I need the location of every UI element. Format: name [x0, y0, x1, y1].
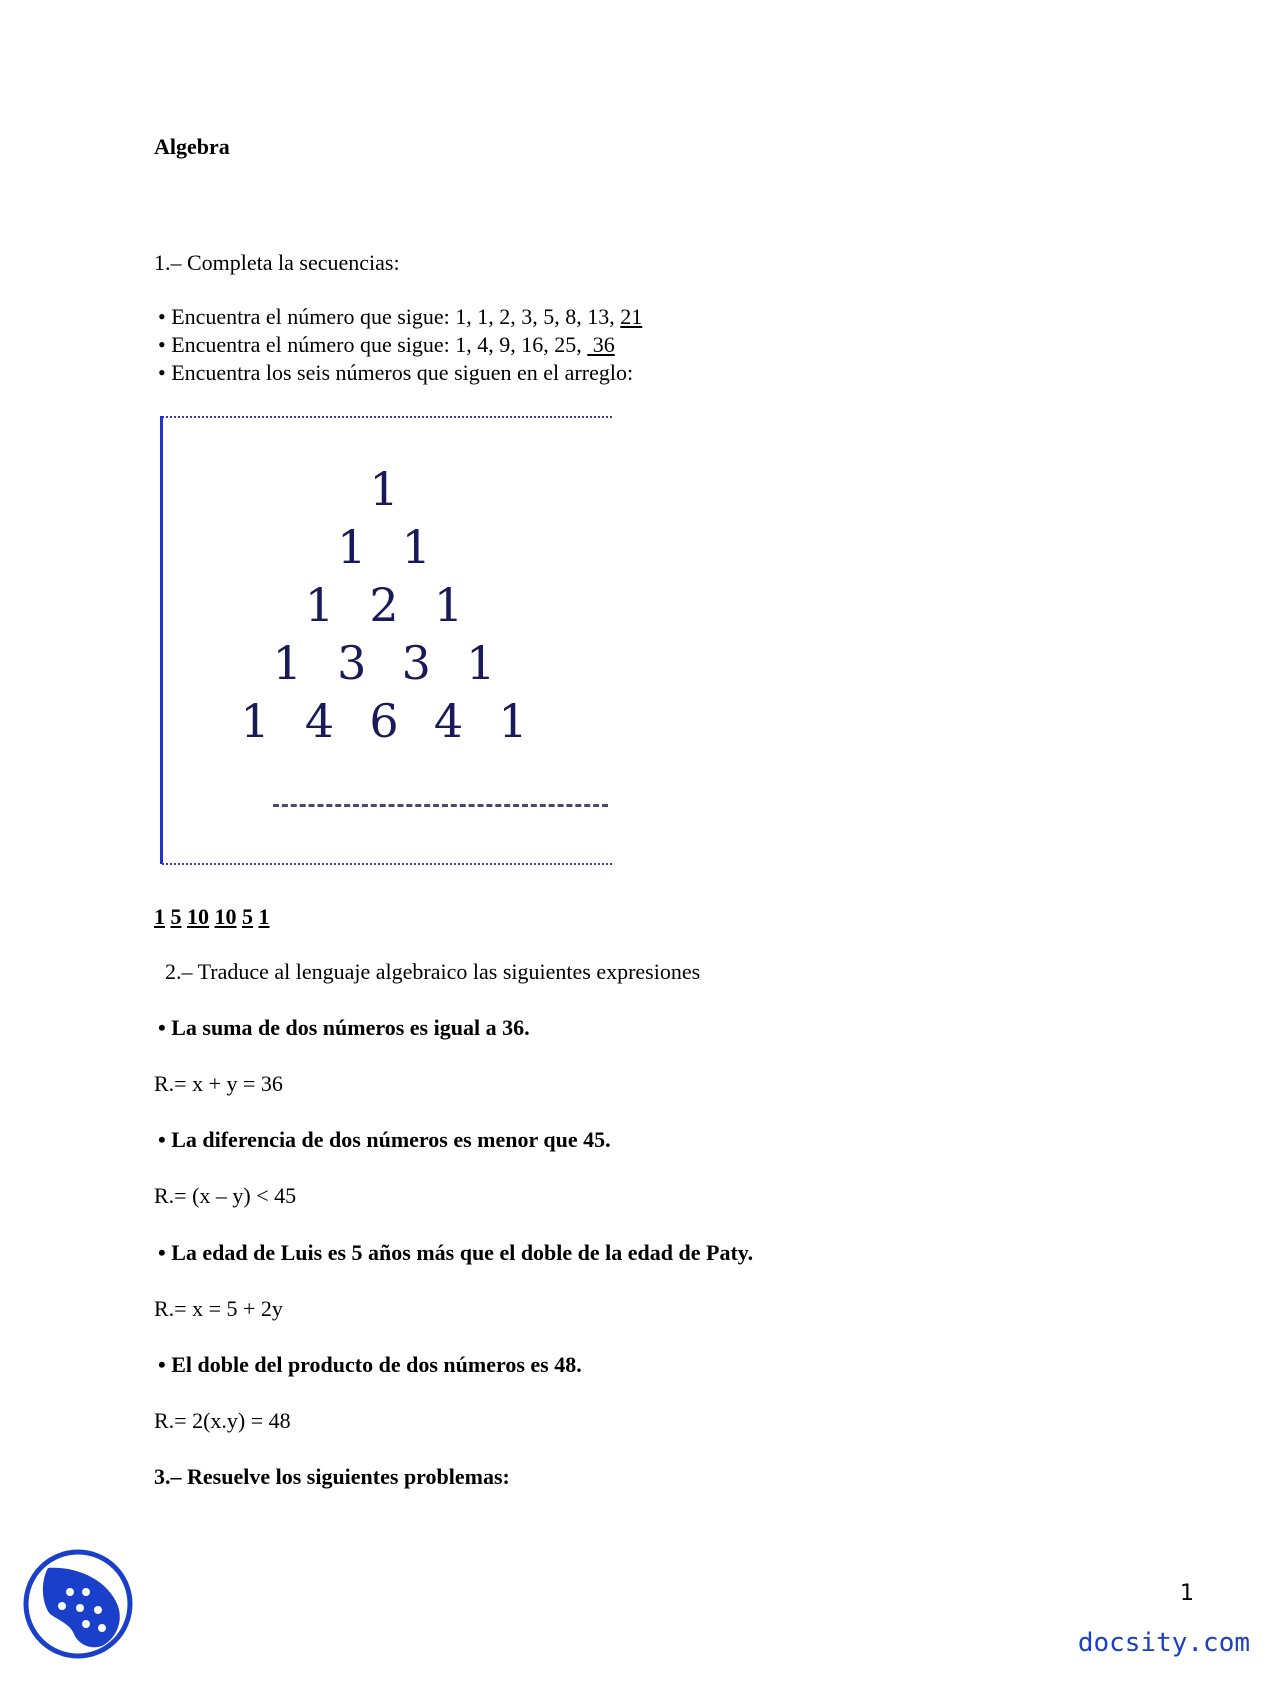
- item-response: R.= x + y = 36: [154, 1071, 283, 1096]
- section2-heading: 2.– Traduce al lenguaje algebraico las siguientes expresiones: [165, 959, 701, 984]
- section3-heading: 3.– Resuelve los siguientes problemas:: [154, 1464, 510, 1489]
- item-prompt: • La diferencia de dos números es menor que 45.: [158, 1127, 611, 1152]
- pascal-triangle-figure: [158, 412, 612, 868]
- bullet-text: • Encuentra el número que sigue: 1, 1, 2, 3, 5, 8, 13,: [158, 304, 621, 329]
- docsity-logo-icon: [22, 1548, 134, 1660]
- item-prompt: • El doble del producto de dos números es 48.: [158, 1352, 582, 1377]
- bullet-text: • Encuentra el número que sigue: 1, 4, 9, 16, 25,: [158, 332, 588, 357]
- triangle-row: 1 1: [337, 520, 433, 574]
- triangle-blank-row: [273, 804, 608, 807]
- bullet-answer: 36: [587, 332, 615, 357]
- answer-number: 1: [154, 904, 165, 929]
- section1-heading: 1.– Completa la secuencias:: [154, 250, 400, 275]
- item-prompt: • La suma de dos números es igual a 36.: [158, 1015, 530, 1040]
- item-response: R.= 2(x.y) = 48: [154, 1408, 291, 1433]
- triangle-row: 1 4 6 4 1: [240, 694, 530, 748]
- item-response: R.= x = 5 + 2y: [154, 1296, 283, 1321]
- item-prompt: • La edad de Luis es 5 años más que el doble de la edad de Paty.: [158, 1240, 754, 1265]
- answer-number: 10: [214, 904, 237, 929]
- bullet-answer: 21: [620, 304, 643, 329]
- brand-link[interactable]: docsity.com: [1077, 1628, 1250, 1658]
- triangle-row: 1: [369, 462, 401, 516]
- triangle-row: 1 2 1: [304, 578, 466, 632]
- section1-answer: [154, 904, 270, 930]
- answer-number: 5: [170, 904, 182, 929]
- bullet-squares: [158, 332, 615, 358]
- bullet-arrangement: • Encuentra los seis números que siguen en el arreglo:: [158, 360, 634, 385]
- answer-number: 10: [187, 904, 209, 929]
- answer-number: 5: [242, 904, 253, 929]
- answer-number: 1: [258, 904, 270, 929]
- figure-frame-bottom: [162, 863, 612, 865]
- bullet-fibonacci: [158, 304, 642, 330]
- page-number: 1: [1180, 1581, 1194, 1606]
- item-response: R.= (x – y) < 45: [154, 1183, 297, 1208]
- document-title: Algebra: [154, 134, 230, 159]
- triangle-row: 1 3 3 1: [272, 636, 498, 690]
- figure-frame-top: [162, 416, 612, 418]
